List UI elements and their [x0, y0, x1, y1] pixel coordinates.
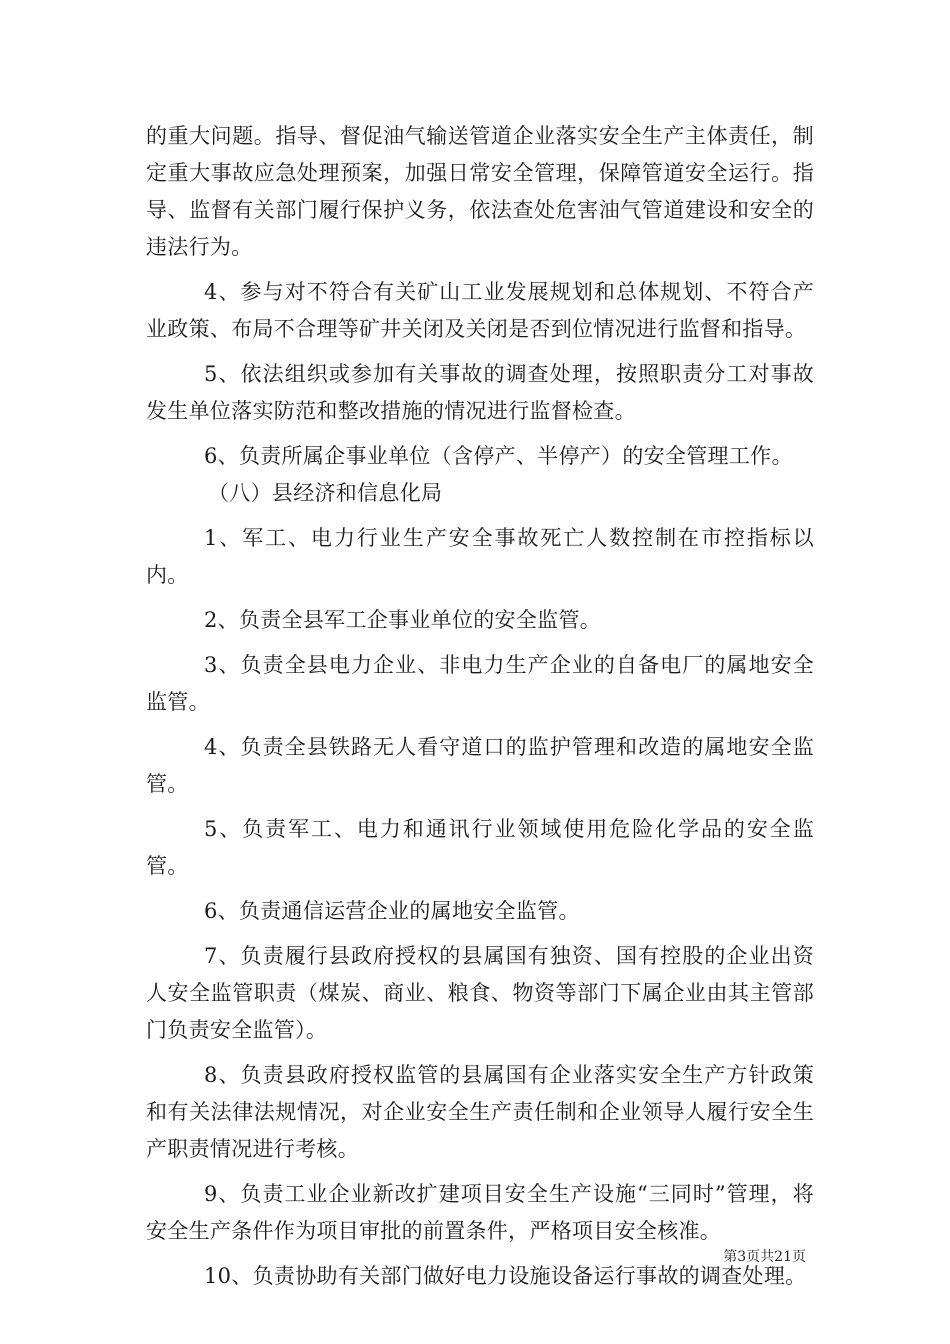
paragraph-item-4: 4、参与对不符合有关矿山工业发展规划和总体规划、不符合产业政策、布局不合理等矿井关闭及关闭是否到位情况进行监督和指导。	[146, 280, 814, 341]
page-number-footer: 第3页共21页	[723, 1249, 806, 1265]
paragraph-continuation: 的重大问题。指导、督促油气输送管道企业落实安全生产主体责任，制定重大事故应急处理预案，加强日常安全管理，保障管道安全运行。指导、监督有关部门履行保护义务，依法查处危害油气管道建设和安全的违法行为。	[146, 124, 814, 259]
paragraph-item-5: 5、依法组织或参加有关事故的调查处理，按照职责分工对事故发生单位落实防范和整改措施的情况进行监督检查。	[146, 362, 814, 423]
paragraph-item-3: 3、负责全县电力企业、非电力生产企业的自备电厂的属地安全监管。	[146, 653, 814, 714]
paragraph-item-4b: 4、负责全县铁路无人看守道口的监护管理和改造的属地安全监管。	[146, 735, 814, 796]
paragraph-item-9: 9、负责工业企业新改扩建项目安全生产设施“三同时”管理，将安全生产条件作为项目审批的前置条件，严格项目安全核准。	[146, 1182, 814, 1243]
section-heading-economic-bureau: （八）县经济和信息化局	[208, 481, 443, 505]
paragraph-item-6b: 6、负责通信运营企业的属地安全监管。	[204, 899, 580, 923]
paragraph-item-5b: 5、负责军工、电力和通讯行业领域使用危险化学品的安全监管。	[146, 817, 814, 878]
paragraph-item-8: 8、负责县政府授权监管的县属国有企业落实安全生产方针政策和有关法律法规情况，对企业安全生产责任制和企业领导人履行安全生产职责情况进行考核。	[146, 1063, 814, 1161]
document-body	[146, 118, 814, 1295]
paragraph-item-2: 2、负责全县军工企事业单位的安全监管。	[204, 608, 602, 632]
paragraph-item-6: 6、负责所属企事业单位（含停产、半停产）的安全管理工作。	[204, 444, 793, 468]
paragraph-item-1: 1、军工、电力行业生产安全事故死亡人数控制在市控指标以内。	[146, 526, 814, 587]
paragraph-item-7: 7、负责履行县政府授权的县属国有独资、国有控股的企业出资人安全监管职责（煤炭、商业、粮食、物资等部门下属企业由其主管部门负责安全监管）。	[146, 944, 814, 1042]
paragraph-item-10: 10、负责协助有关部门做好电力设施设备运行事故的调查处理。	[204, 1264, 807, 1288]
